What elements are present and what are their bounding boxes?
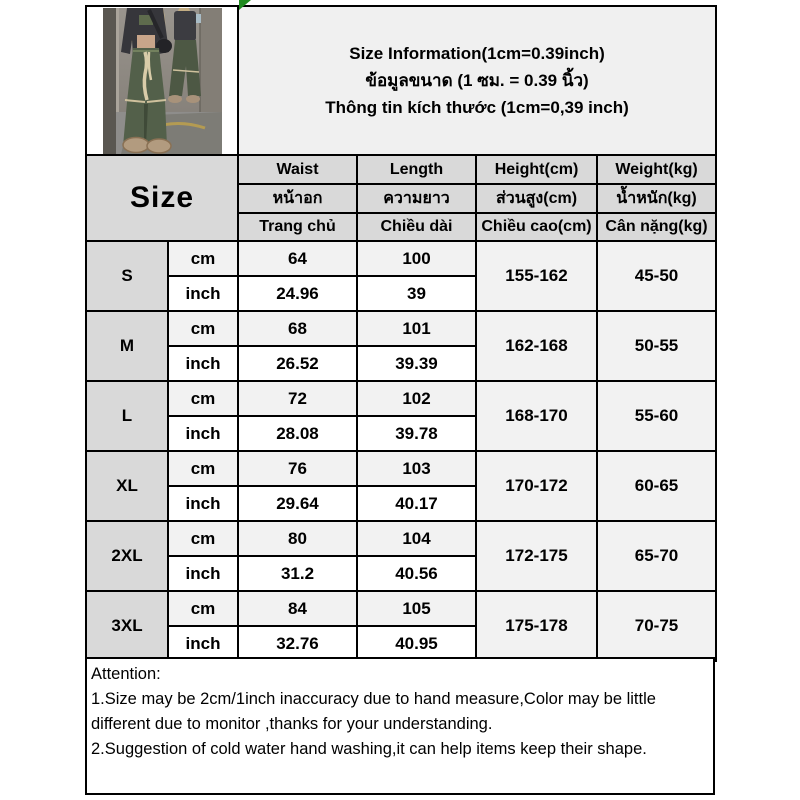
- waist-cm-cell: 84: [238, 591, 357, 626]
- unit-cm-cell: cm: [168, 521, 238, 556]
- attention-item-2: 2.Suggestion of cold water hand washing,it can help items keep their shape.: [91, 740, 647, 758]
- length-inch-cell: 39: [357, 276, 476, 311]
- unit-cm-cell: cm: [168, 591, 238, 626]
- height-cell: 172-175: [476, 521, 597, 591]
- length-cm-cell: 101: [357, 311, 476, 346]
- waist-cm-cell: 76: [238, 451, 357, 486]
- attention-heading: Attention:: [91, 665, 161, 683]
- waist-inch-cell: 24.96: [238, 276, 357, 311]
- height-cell: 155-162: [476, 241, 597, 311]
- weight-cell: 70-75: [597, 591, 716, 661]
- col-header-height-vi: Chiều cao(cm): [476, 213, 597, 241]
- unit-inch-cell: inch: [168, 626, 238, 661]
- unit-inch-cell: inch: [168, 346, 238, 381]
- title-line-vi: Thông tin kích thước (1cm=0,39 inch): [325, 98, 629, 117]
- col-header-length-en: Length: [357, 155, 476, 184]
- length-inch-cell: 40.95: [357, 626, 476, 661]
- height-cell: 168-170: [476, 381, 597, 451]
- unit-cm-cell: cm: [168, 451, 238, 486]
- length-inch-cell: 39.78: [357, 416, 476, 451]
- waist-cm-cell: 64: [238, 241, 357, 276]
- size-header-cell: Size: [86, 155, 238, 241]
- weight-cell: 60-65: [597, 451, 716, 521]
- waist-inch-cell: 29.64: [238, 486, 357, 521]
- title-block: [238, 6, 716, 155]
- length-inch-cell: 40.17: [357, 486, 476, 521]
- weight-cell: 65-70: [597, 521, 716, 591]
- size-label-cell: L: [86, 381, 168, 451]
- height-cell: 175-178: [476, 591, 597, 661]
- table-row: [86, 241, 716, 276]
- size-table-container: [85, 5, 717, 662]
- col-header-length-th: ความยาว: [357, 184, 476, 213]
- table-row: [86, 591, 716, 626]
- unit-inch-cell: inch: [168, 416, 238, 451]
- unit-inch-cell: inch: [168, 276, 238, 311]
- length-inch-cell: 40.56: [357, 556, 476, 591]
- table-row: [86, 521, 716, 556]
- title-line-th: ข้อมูลขนาด (1 ซม. = 0.39 นิ้ว): [365, 71, 589, 90]
- table-row: [86, 381, 716, 416]
- size-label-cell: 3XL: [86, 591, 168, 661]
- product-photo-cell: [86, 6, 238, 155]
- col-header-weight-th: น้ำหนัก(kg): [597, 184, 716, 213]
- col-header-height-en: Height(cm): [476, 155, 597, 184]
- size-label-cell: M: [86, 311, 168, 381]
- length-inch-cell: 39.39: [357, 346, 476, 381]
- length-cm-cell: 100: [357, 241, 476, 276]
- waist-inch-cell: 32.76: [238, 626, 357, 661]
- waist-inch-cell: 26.52: [238, 346, 357, 381]
- size-label-cell: S: [86, 241, 168, 311]
- height-cell: 162-168: [476, 311, 597, 381]
- unit-cm-cell: cm: [168, 241, 238, 276]
- table-row: [86, 311, 716, 346]
- table-row: [86, 451, 716, 486]
- waist-cm-cell: 68: [238, 311, 357, 346]
- col-header-waist-th: หน้าอก: [238, 184, 357, 213]
- col-header-weight-vi: Cân nặng(kg): [597, 213, 716, 241]
- weight-cell: 50-55: [597, 311, 716, 381]
- unit-cm-cell: cm: [168, 311, 238, 346]
- product-photo: [103, 8, 222, 154]
- waist-inch-cell: 28.08: [238, 416, 357, 451]
- weight-cell: 45-50: [597, 241, 716, 311]
- col-header-waist-en: Waist: [238, 155, 357, 184]
- length-cm-cell: 102: [357, 381, 476, 416]
- unit-inch-cell: inch: [168, 486, 238, 521]
- col-header-length-vi: Chiều dài: [357, 213, 476, 241]
- waist-inch-cell: 31.2: [238, 556, 357, 591]
- title-line-en: Size Information(1cm=0.39inch): [349, 44, 605, 63]
- size-label-cell: XL: [86, 451, 168, 521]
- unit-cm-cell: cm: [168, 381, 238, 416]
- size-label-cell: 2XL: [86, 521, 168, 591]
- attention-note: [85, 657, 715, 795]
- col-header-weight-en: Weight(kg): [597, 155, 716, 184]
- unit-inch-cell: inch: [168, 556, 238, 591]
- attention-item-1: 1.Size may be 2cm/1inch inaccuracy due to hand measure,Color may be little different due to monitor ,thanks for your understanding.: [91, 690, 656, 733]
- height-cell: 170-172: [476, 451, 597, 521]
- col-header-height-th: ส่วนสูง(cm): [476, 184, 597, 213]
- waist-cm-cell: 80: [238, 521, 357, 556]
- length-cm-cell: 105: [357, 591, 476, 626]
- length-cm-cell: 104: [357, 521, 476, 556]
- col-header-waist-vi: Trang chủ: [238, 213, 357, 241]
- size-table: [85, 5, 717, 662]
- waist-cm-cell: 72: [238, 381, 357, 416]
- length-cm-cell: 103: [357, 451, 476, 486]
- weight-cell: 55-60: [597, 381, 716, 451]
